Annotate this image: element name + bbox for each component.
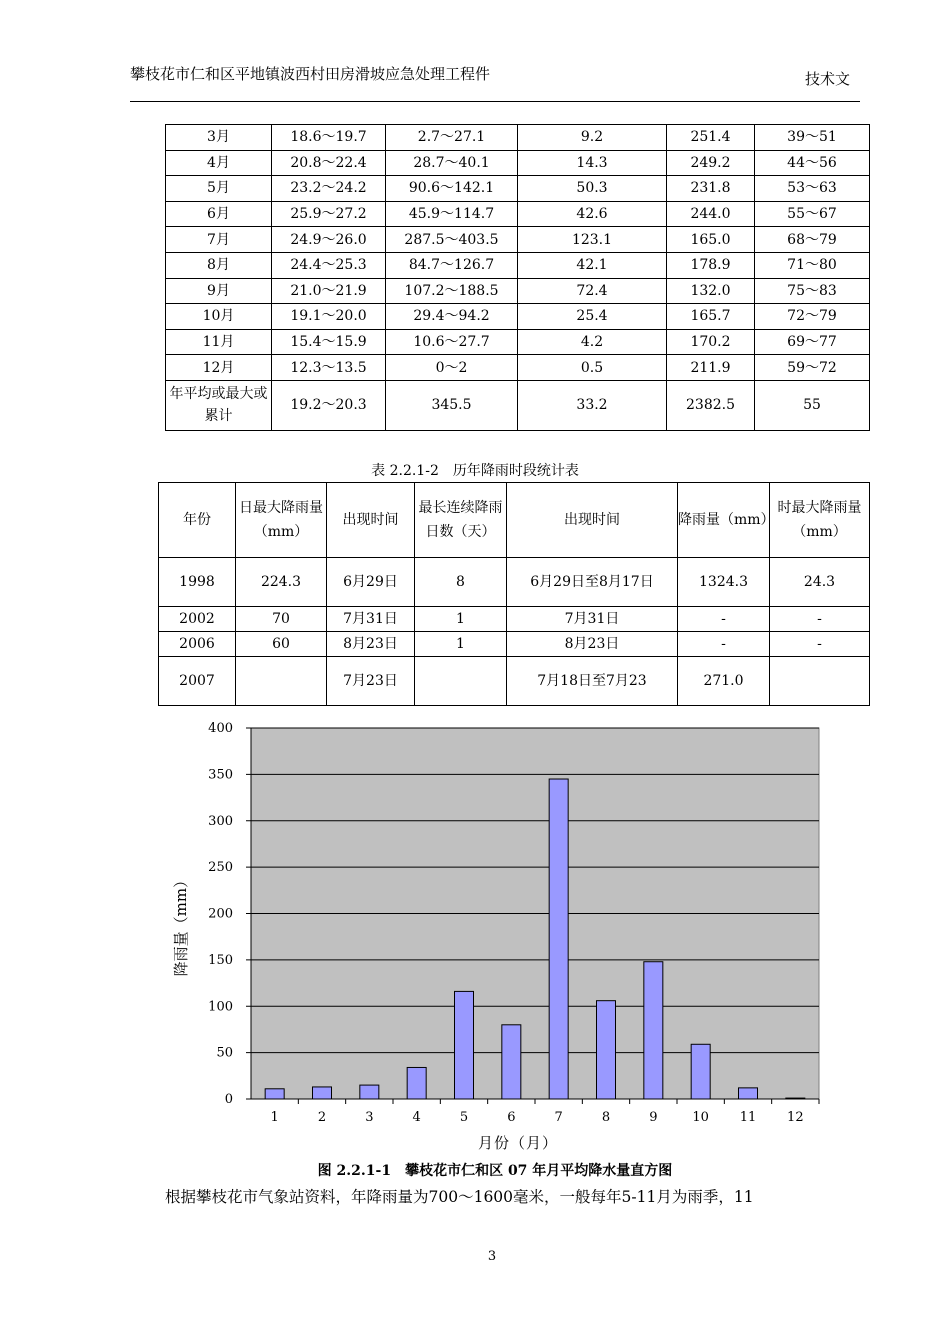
table-cell: 42.6 (518, 201, 667, 227)
bar (739, 1088, 758, 1099)
bar (597, 1001, 616, 1099)
x-tick-label: 7 (554, 1110, 563, 1125)
x-axis-label: 月份（月） (477, 1134, 558, 1152)
table-cell: 39～51 (755, 125, 870, 151)
table-cell: 15.4～15.9 (272, 329, 386, 355)
rainfall-period-table (158, 482, 870, 706)
table-cell: 2006 (159, 632, 236, 657)
table-cell: 55～67 (755, 201, 870, 227)
table-cell: 287.5～403.5 (386, 227, 518, 253)
header-rainfall: 降雨量（mm） (678, 483, 770, 558)
table-cell: - (770, 632, 870, 657)
table-row (166, 380, 870, 430)
table-row (159, 558, 870, 607)
table-cell: 4月 (166, 150, 272, 176)
y-tick-label: 250 (208, 860, 233, 876)
header-year: 年份 (159, 483, 236, 558)
table-cell: 6月29日至8月17日 (507, 558, 678, 607)
table2-caption: 表 2.2.1-2 历年降雨时段统计表 (371, 463, 579, 479)
y-tick-label: 0 (224, 1092, 233, 1107)
header-rule (130, 101, 860, 102)
y-tick-label: 400 (208, 721, 233, 736)
table-cell: 2002 (159, 607, 236, 632)
header-title: 攀枝花市仁和区平地镇波西村田房滑坡应急处理工程件 (130, 65, 491, 83)
table-row (166, 227, 870, 253)
x-tick-label: 8 (601, 1110, 611, 1125)
table-cell: 24.4～25.3 (272, 252, 386, 278)
table-cell: 11月 (166, 329, 272, 355)
table-cell: 0.5 (518, 355, 667, 381)
table-row (166, 278, 870, 304)
table-cell (236, 657, 327, 706)
table-cell: 24.9～26.0 (272, 227, 386, 253)
table-cell: 70 (236, 607, 327, 632)
rainfall-bar-chart (160, 717, 840, 1157)
table-cell (415, 657, 507, 706)
bar (455, 991, 474, 1099)
bar (407, 1067, 426, 1099)
header-longest-days: 最长连续降雨日数（天） (415, 483, 507, 558)
table-cell: 14.3 (518, 150, 667, 176)
table-cell: 8月23日 (507, 632, 678, 657)
table-cell: 1 (415, 632, 507, 657)
bar (313, 1087, 332, 1099)
x-tick-label: 11 (739, 1110, 757, 1125)
table-cell: 1 (415, 607, 507, 632)
table-cell: 132.0 (667, 278, 755, 304)
table-cell: 7月31日 (327, 607, 415, 632)
bar (644, 962, 663, 1099)
table-cell: 55 (755, 380, 870, 430)
table-cell: 251.4 (667, 125, 755, 151)
table-cell: 3月 (166, 125, 272, 151)
table-cell: 2.7～27.1 (386, 125, 518, 151)
table-cell: 345.5 (386, 380, 518, 430)
y-tick-label: 350 (208, 767, 233, 783)
table-cell: 60 (236, 632, 327, 657)
table-cell: 165.0 (667, 227, 755, 253)
table-cell: 8月 (166, 252, 272, 278)
bar (502, 1025, 521, 1099)
table-cell: 244.0 (667, 201, 755, 227)
y-tick-label: 150 (208, 952, 233, 968)
table-cell: 7月31日 (507, 607, 678, 632)
table-cell: - (678, 607, 770, 632)
table-cell: 5月 (166, 176, 272, 202)
table-cell: 25.4 (518, 304, 667, 330)
climate-table (165, 124, 870, 431)
table-cell: 0～2 (386, 355, 518, 381)
bar (691, 1044, 710, 1099)
table-cell: 20.8～22.4 (272, 150, 386, 176)
table-row (166, 329, 870, 355)
y-axis-label: 降雨量（mm） (172, 872, 190, 977)
header-daily-max: 日最大降雨量（mm） (236, 483, 327, 558)
table-cell: 21.0～21.9 (272, 278, 386, 304)
x-tick-label: 3 (365, 1110, 374, 1125)
table-cell: 211.9 (667, 355, 755, 381)
table-row (166, 355, 870, 381)
x-tick-label: 9 (649, 1110, 658, 1125)
table-cell: 8 (415, 558, 507, 607)
table-cell: 7月23日 (327, 657, 415, 706)
table-cell: 28.7～40.1 (386, 150, 518, 176)
bar (360, 1085, 379, 1099)
table-cell: 45.9～114.7 (386, 201, 518, 227)
bar (549, 779, 568, 1099)
table-cell: 107.2～188.5 (386, 278, 518, 304)
figure-caption: 图 2.2.1-1 攀枝花市仁和区 07 年月平均降水量直方图 (317, 1163, 673, 1179)
y-tick-label: 300 (208, 813, 233, 829)
table-cell: 1324.3 (678, 558, 770, 607)
table-row (166, 150, 870, 176)
table-cell: 72～79 (755, 304, 870, 330)
table-cell: 42.1 (518, 252, 667, 278)
table-cell: 7月 (166, 227, 272, 253)
header-doc-type: 技术文 (805, 70, 851, 88)
table-cell: 123.1 (518, 227, 667, 253)
table-cell: 6月 (166, 201, 272, 227)
x-tick-label: 6 (507, 1110, 516, 1125)
table-cell: 59～72 (755, 355, 870, 381)
table-cell: 33.2 (518, 380, 667, 430)
table-row (159, 632, 870, 657)
x-tick-label: 1 (270, 1110, 279, 1125)
table-cell: 年平均或最大或累计 (166, 380, 272, 430)
table-cell: 68～79 (755, 227, 870, 253)
x-tick-label: 2 (317, 1110, 327, 1125)
table-cell: 2007 (159, 657, 236, 706)
table-cell: 10月 (166, 304, 272, 330)
table-cell (770, 657, 870, 706)
table-cell: 84.7～126.7 (386, 252, 518, 278)
table-cell: 44～56 (755, 150, 870, 176)
table-cell: - (678, 632, 770, 657)
table-cell: 231.8 (667, 176, 755, 202)
table-cell: 12.3～13.5 (272, 355, 386, 381)
body-paragraph: 根据攀枝花市气象站资料，年降雨量为700～1600毫米，一般每年5-11月为雨季，11 (165, 1188, 754, 1206)
table-cell: 9.2 (518, 125, 667, 151)
table-cell: 6月29日 (327, 558, 415, 607)
table-cell: 50.3 (518, 176, 667, 202)
table-cell: 249.2 (667, 150, 755, 176)
table-cell: 69～77 (755, 329, 870, 355)
table-row (166, 304, 870, 330)
header-hourly-max: 时最大降雨量（mm） (770, 483, 870, 558)
table-cell: 165.7 (667, 304, 755, 330)
header-date-range: 出现时间 (507, 483, 678, 558)
table-cell: 2382.5 (667, 380, 755, 430)
table-cell: 23.2～24.2 (272, 176, 386, 202)
x-tick-label: 5 (459, 1110, 469, 1125)
table-cell: 4.2 (518, 329, 667, 355)
table-cell: 72.4 (518, 278, 667, 304)
y-tick-label: 200 (208, 906, 233, 922)
table-cell: 25.9～27.2 (272, 201, 386, 227)
table-cell: 53～63 (755, 176, 870, 202)
table-row (166, 252, 870, 278)
table-cell: 224.3 (236, 558, 327, 607)
table-cell: 90.6～142.1 (386, 176, 518, 202)
table-cell: 8月23日 (327, 632, 415, 657)
table-cell: 178.9 (667, 252, 755, 278)
page-number: 3 (487, 1249, 497, 1264)
header-date: 出现时间 (327, 483, 415, 558)
table-cell: 71～80 (755, 252, 870, 278)
x-tick-label: 4 (412, 1110, 421, 1125)
table-row (166, 201, 870, 227)
table-row (166, 125, 870, 151)
table-cell: 12月 (166, 355, 272, 381)
table-cell: 170.2 (667, 329, 755, 355)
table-row (159, 607, 870, 632)
table-cell: 18.6～19.7 (272, 125, 386, 151)
table-cell: 1998 (159, 558, 236, 607)
y-tick-label: 50 (216, 1045, 233, 1061)
table-cell: 7月18日至7月23 (507, 657, 678, 706)
table-cell: 19.2～20.3 (272, 380, 386, 430)
table-cell: - (770, 607, 870, 632)
table-cell: 19.1～20.0 (272, 304, 386, 330)
table-row (166, 176, 870, 202)
bar (265, 1089, 284, 1099)
y-tick-label: 100 (208, 999, 233, 1015)
x-tick-label: 12 (787, 1110, 804, 1125)
table-cell: 271.0 (678, 657, 770, 706)
bar (786, 1098, 805, 1099)
x-tick-label: 10 (692, 1110, 709, 1125)
table-row (159, 657, 870, 706)
table-cell: 24.3 (770, 558, 870, 607)
table-cell: 10.6～27.7 (386, 329, 518, 355)
table-cell: 75～83 (755, 278, 870, 304)
table-cell: 29.4～94.2 (386, 304, 518, 330)
table-cell: 9月 (166, 278, 272, 304)
